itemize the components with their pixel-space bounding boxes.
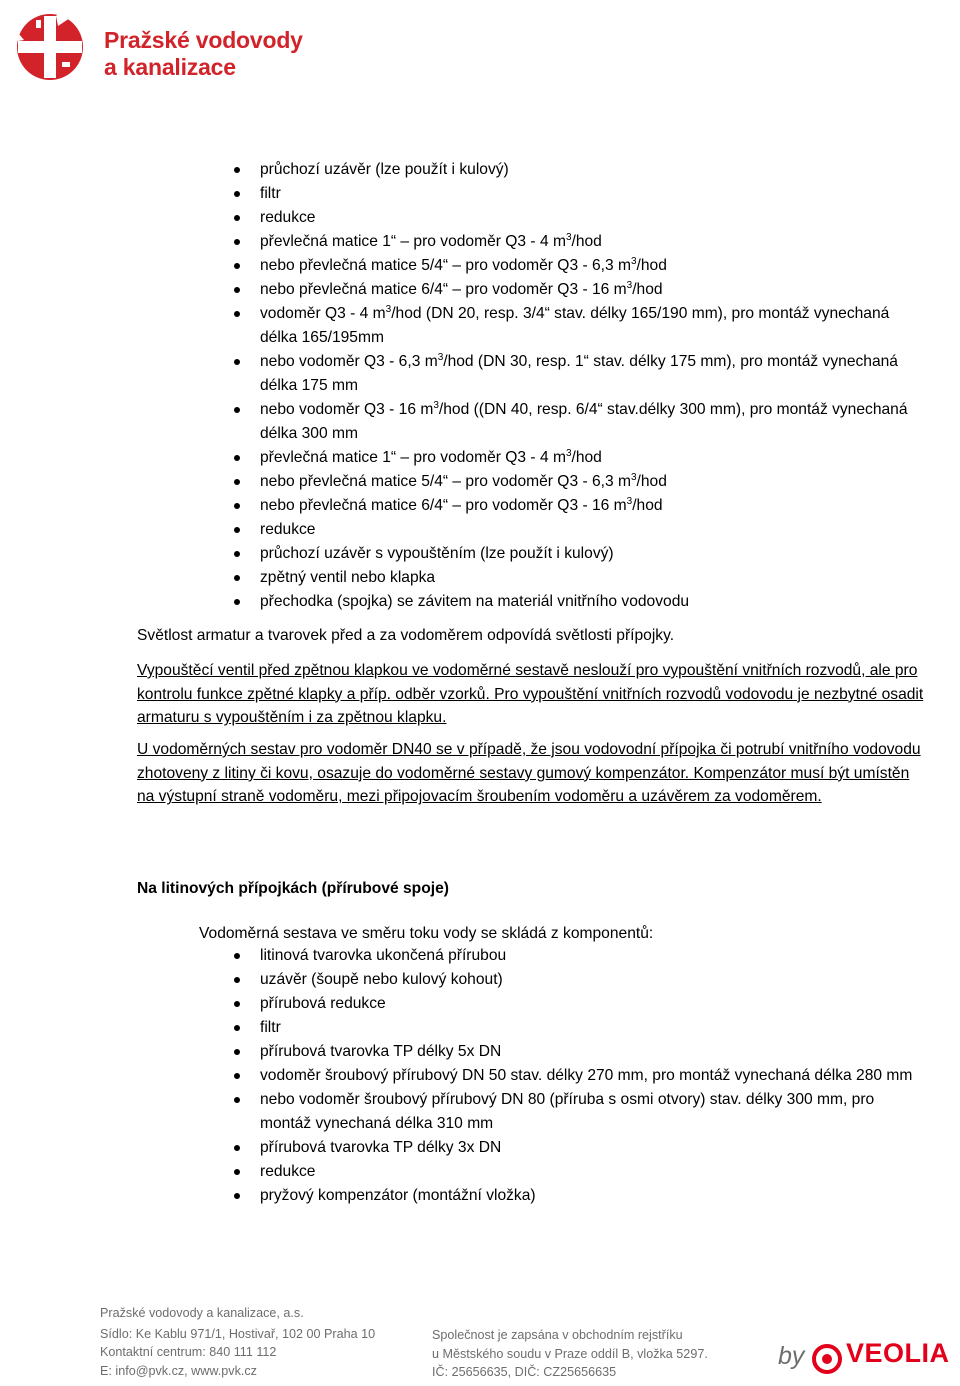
bullet-icon xyxy=(234,287,240,293)
bullet-icon xyxy=(234,1049,240,1055)
list-item-text: přírubová redukce xyxy=(260,995,386,1012)
list-item-text: přírubová tvarovka TP délky 5x DN xyxy=(260,1043,502,1060)
bullet-icon xyxy=(234,191,240,197)
footer xyxy=(0,1304,960,1386)
footer-web: E: info@pvk.cz, www.pvk.cz xyxy=(100,1363,257,1378)
footer-registry-line1: Společnost je zapsána v obchodním rejstříku xyxy=(432,1328,683,1342)
paragraph-light-width: Světlost armatur a tvarovek před a za vodoměrem odpovídá světlosti přípojky. xyxy=(137,627,675,644)
bullet-icon xyxy=(234,599,240,605)
veolia-logo xyxy=(778,1338,953,1376)
bullet-icon xyxy=(234,1169,240,1175)
list-item xyxy=(0,944,960,968)
section-heading-cast-iron: Na litinových přípojkách (přírubové spoje) xyxy=(137,880,449,897)
footer-contact: Kontaktní centrum: 840 111 112 xyxy=(100,1345,277,1359)
list-item xyxy=(0,1184,960,1208)
list-item-text: zpětný ventil nebo klapka xyxy=(260,569,436,586)
bullet-icon xyxy=(234,311,240,317)
list-item-text: průchozí uzávěr (lze použít i kulový) xyxy=(260,161,509,178)
list-item xyxy=(0,542,960,566)
list-item xyxy=(0,230,960,254)
list-item-text: vodoměr šroubový přírubový DN 50 stav. délky 270 mm, pro montáž vynechaná délka 280 mm xyxy=(260,1067,913,1084)
list-item xyxy=(0,992,960,1016)
list-item-text: filtr xyxy=(260,185,281,202)
component-list-threaded xyxy=(0,158,960,614)
list-item xyxy=(0,1016,960,1040)
list-item xyxy=(0,158,960,182)
logo-name-line1: Pražské vodovody xyxy=(104,27,303,53)
bullet-icon xyxy=(234,1145,240,1151)
component-list-flanged xyxy=(0,944,960,1208)
company-logo xyxy=(12,10,332,82)
list-item xyxy=(0,254,960,278)
list-item-text: litinová tvarovka ukončená přírubou xyxy=(260,947,507,964)
logo-cross-icon xyxy=(12,10,88,82)
bullet-icon xyxy=(234,359,240,365)
bullet-icon xyxy=(234,407,240,413)
bullet-icon xyxy=(234,551,240,557)
list-item-text: průchozí uzávěr s vypouštěním (lze použít i kulový) xyxy=(260,545,614,562)
list-item xyxy=(0,1088,960,1136)
paragraph-dn40-compensator: U vodoměrných sestav pro vodoměr DN40 se v případě, že jsou vodovodní přípojka či potrubí vnitřního vodovodu zhotoveny z litiny či kovu, osazuje do vodoměrné sestavy gumový kompenzátor. Kompenzátor musí být umístěn na výstupní straně vodoměru, mezi připojovacím šroubením vodoměru a uzávěrem za vodoměrem. xyxy=(137,741,921,806)
list-item xyxy=(0,968,960,992)
bullet-icon xyxy=(234,575,240,581)
list-item-text: redukce xyxy=(260,521,316,538)
list-item-text: uzávěr (šoupě nebo kulový kohout) xyxy=(260,971,503,988)
list-item xyxy=(0,590,960,614)
bullet-icon xyxy=(234,1073,240,1079)
list-item-text: nebo převlečná matice 6/4“ – pro vodoměr Q3 - 16 $m^3$/hod xyxy=(260,495,663,514)
list-item-text: nebo vodoměr šroubový přírubový DN 80 (příruba s osmi otvory) stav. délky 300 mm, pro montáž vynechaná délka 310 mm xyxy=(260,1091,875,1132)
list-item-text: přírubová tvarovka TP délky 3x DN xyxy=(260,1139,502,1156)
list-item-text: redukce xyxy=(260,1163,316,1180)
list-item xyxy=(0,446,960,470)
paragraph-drain-valve: Vypouštěcí ventil před zpětnou klapkou ve vodoměrné sestavě neslouží pro vypouštění vnitřních rozvodů, ale pro kontrolu funkce zpětné klapky a příp. odběr vzorků. Pro vypouštění vnitřních rozvodů vodovodu je nezbytné osadit armaturu s vypouštěním i za zpětnou klapku. xyxy=(137,662,924,727)
bullet-icon xyxy=(234,503,240,509)
bullet-icon xyxy=(234,479,240,485)
bullet-icon xyxy=(234,527,240,533)
list-item xyxy=(0,278,960,302)
bullet-icon xyxy=(234,215,240,221)
footer-company: Pražské vodovody a kanalizace, a.s. xyxy=(100,1306,304,1320)
veolia-by: by xyxy=(778,1342,805,1370)
bullet-icon xyxy=(234,1001,240,1007)
list-item-text: vodoměr Q3 - 4 $m^3$/hod (DN 20, resp. 3/4“ stav. délky 165/190 mm), pro montáž vynechaná délka 165/195mm xyxy=(260,303,890,346)
list-item xyxy=(0,182,960,206)
bullet-icon xyxy=(234,1193,240,1199)
intro-cast-iron: Vodoměrná sestava ve směru toku vody se skládá z komponentů: xyxy=(199,925,654,942)
bullet-icon xyxy=(234,1025,240,1031)
footer-ids: IČ: 25656635, DIČ: CZ25656635 xyxy=(432,1365,617,1379)
list-item xyxy=(0,470,960,494)
list-item-text: nebo převlečná matice 6/4“ – pro vodoměr Q3 - 16 $m^3$/hod xyxy=(260,279,663,298)
bullet-icon xyxy=(234,977,240,983)
bullet-icon xyxy=(234,263,240,269)
list-item xyxy=(0,302,960,350)
bullet-icon xyxy=(234,1097,240,1103)
list-item-text: převlečná matice 1“ – pro vodoměr Q3 - 4 $m^3$/hod xyxy=(260,447,602,466)
list-item-text: pryžový kompenzátor (montážní vložka) xyxy=(260,1187,536,1204)
bullet-icon xyxy=(234,239,240,245)
list-item xyxy=(0,398,960,446)
veolia-mark-icon xyxy=(812,1344,842,1374)
logo-name-line2: a kanalizace xyxy=(104,54,236,80)
list-item-text: přechodka (spojka) se závitem na materiál vnitřního vodovodu xyxy=(260,593,690,610)
list-item xyxy=(0,1040,960,1064)
bullet-icon xyxy=(234,953,240,959)
list-item-text: převlečná matice 1“ – pro vodoměr Q3 - 4 $m^3$/hod xyxy=(260,231,602,250)
list-item-text: nebo převlečná matice 5/4“ – pro vodoměr Q3 - 6,3 $m^3$/hod xyxy=(260,255,667,274)
list-item-text: nebo převlečná matice 5/4“ – pro vodoměr Q3 - 6,3 $m^3$/hod xyxy=(260,471,667,490)
footer-registry-line2: u Městského soudu v Praze oddíl B, vložka 5297. xyxy=(432,1346,708,1361)
list-item xyxy=(0,518,960,542)
veolia-name: VEOLIA xyxy=(846,1338,950,1368)
list-item xyxy=(0,1160,960,1184)
list-item xyxy=(0,1064,960,1088)
list-item xyxy=(0,350,960,398)
list-item-text: nebo vodoměr Q3 - 6,3 $m^3$/hod (DN 30, resp. 1“ stav. délky 175 mm), pro montáž vynechaná délka 175 mm xyxy=(260,351,898,394)
list-item-text: nebo vodoměr Q3 - 16 $m^3$/hod ((DN 40, resp. 6/4“ stav.délky 300 mm), pro montáž vynechaná délka 300 mm xyxy=(260,399,908,442)
list-item-text: redukce xyxy=(260,209,316,226)
list-item xyxy=(0,494,960,518)
footer-address: Sídlo: Ke Kablu 971/1, Hostivař, 102 00 Praha 10 xyxy=(100,1326,376,1341)
list-item-text: filtr xyxy=(260,1019,281,1036)
bullet-icon xyxy=(234,455,240,461)
bullet-icon xyxy=(234,167,240,173)
list-item xyxy=(0,206,960,230)
list-item xyxy=(0,1136,960,1160)
list-item xyxy=(0,566,960,590)
